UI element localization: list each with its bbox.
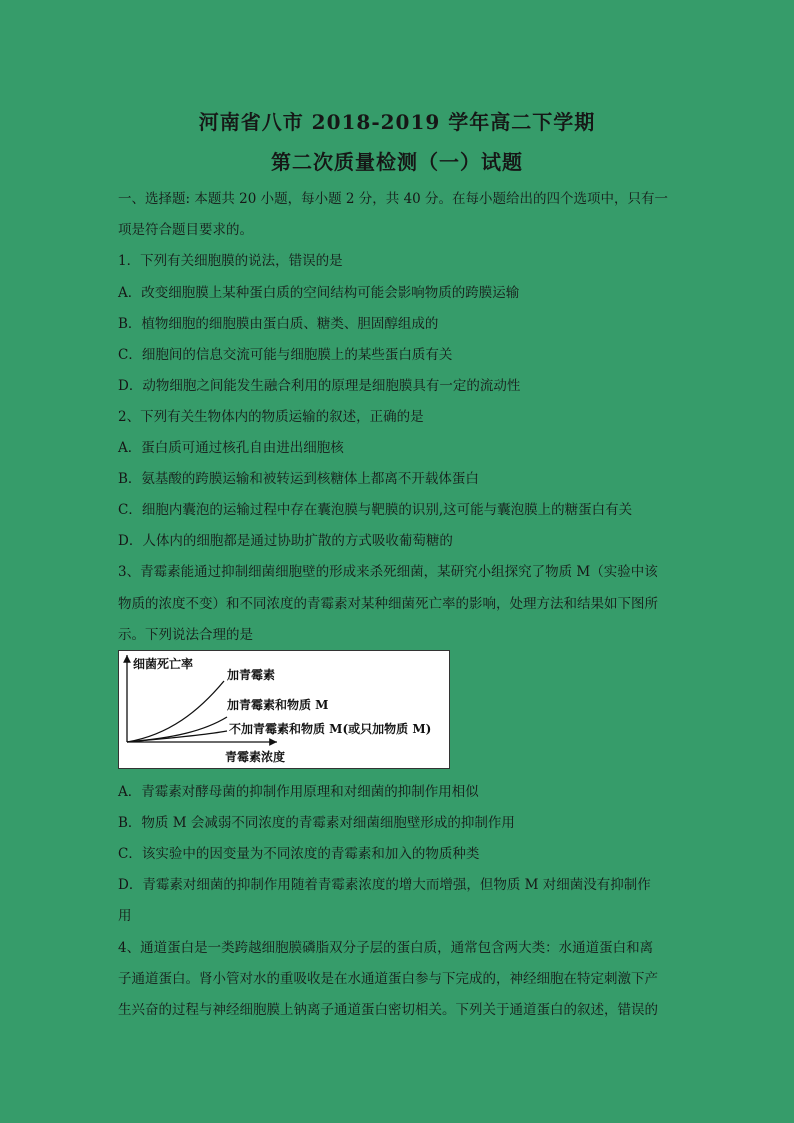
question-4-cont-1: 子通道蛋白。肾小管对水的重吸收是在水通道蛋白参与下完成的，神经细胞在特定刺激下产 bbox=[118, 971, 658, 987]
q1-option-c: C．细胞间的信息交流可能与细胞膜上的某些蛋白质有关 bbox=[118, 347, 453, 363]
question-1: 1．下列有关细胞膜的说法，错误的是 bbox=[118, 253, 343, 269]
series-label-penicillin-m: 加青霉素和物质 M bbox=[227, 698, 329, 712]
series-penicillin-curve bbox=[127, 681, 224, 742]
q2-option-c: C．细胞内囊泡的运输过程中存在囊泡膜与靶膜的识别,这可能与囊泡膜上的糖蛋白有关 bbox=[118, 502, 633, 518]
q3-option-b: B．物质 M 会减弱不同浓度的青霉素对细菌细胞壁形成的抑制作用 bbox=[118, 815, 515, 831]
chart-svg bbox=[119, 651, 451, 770]
section-heading-cont: 项是符合题目要求的。 bbox=[118, 222, 253, 238]
q2-option-d: D．人体内的细胞都是通过协助扩散的方式吸收葡萄糖的 bbox=[118, 533, 453, 549]
question-3-cont-2: 示。下列说法合理的是 bbox=[118, 627, 253, 643]
penicillin-chart bbox=[118, 650, 450, 769]
q1-option-d: D．动物细胞之间能发生融合利用的原理是细胞膜具有一定的流动性 bbox=[118, 378, 521, 394]
q3-option-c: C．该实验中的因变量为不同浓度的青霉素和加入的物质种类 bbox=[118, 846, 480, 862]
question-4-cont-2: 生兴奋的过程与神经细胞膜上钠离子通道蛋白密切相关。下列关于通道蛋白的叙述，错误的 bbox=[118, 1002, 658, 1018]
x-axis-label: 青霉素浓度 bbox=[225, 750, 286, 764]
series-label-control: 不加青霉素和物质 M(或只加物质 M) bbox=[229, 722, 432, 736]
q1-option-b: B．植物细胞的细胞膜由蛋白质、糖类、胆固醇组成的 bbox=[118, 316, 439, 332]
q3-option-a: A．青霉素对酵母菌的抑制作用原理和对细菌的抑制作用相似 bbox=[118, 784, 479, 800]
q2-option-a: A．蛋白质可通过核孔自由进出细胞核 bbox=[118, 440, 344, 456]
title-line-2: 第二次质量检测（一）试题 bbox=[271, 150, 523, 174]
question-3: 3、青霉素能通过抑制细菌细胞壁的形成来杀死细菌，某研究小组探究了物质 M（实验中该 bbox=[118, 564, 658, 580]
q2-option-b: B．氨基酸的跨膜运输和被转运到核糖体上都离不开载体蛋白 bbox=[118, 471, 479, 487]
q3-option-d: D．青霉素对细菌的抑制作用随着青霉素浓度的增大而增强，但物质 M 对细菌没有抑制作 bbox=[118, 877, 651, 893]
series-control-curve bbox=[127, 731, 227, 742]
question-2: 2、下列有关生物体内的物质运输的叙述，正确的是 bbox=[118, 409, 424, 425]
series-label-penicillin: 加青霉素 bbox=[227, 668, 276, 682]
q1-option-a: A．改变细胞膜上某种蛋白质的空间结构可能会影响物质的跨膜运输 bbox=[118, 285, 520, 301]
question-4: 4、通道蛋白是一类跨越细胞膜磷脂双分子层的蛋白质，通常包含两大类：水通道蛋白和离 bbox=[118, 940, 654, 956]
section-heading: 一、选择题: 本题共 20 小题，每小题 2 分，共 40 分。在每小题给出的四个选项中，只有一 bbox=[118, 191, 669, 207]
y-axis-label: 细菌死亡率 bbox=[133, 657, 194, 671]
q3-option-d-cont: 用 bbox=[118, 908, 132, 924]
title-line-1: 河南省八市 2018-2019 学年高二下学期 bbox=[198, 110, 596, 134]
question-3-cont-1: 物质的浓度不变）和不同浓度的青霉素对某种细菌死亡率的影响，处理方法和结果如下图所 bbox=[118, 596, 658, 612]
